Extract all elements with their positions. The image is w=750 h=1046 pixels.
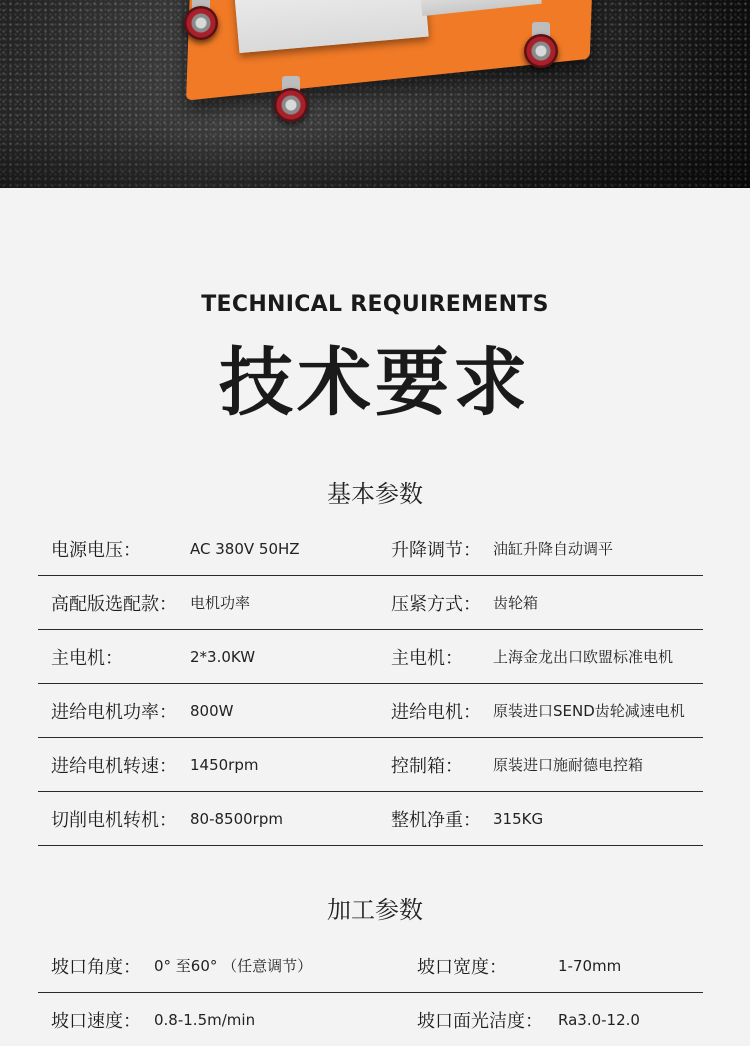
param-label: 控制箱： bbox=[391, 755, 463, 777]
param-value: 原装进口施耐德电控箱 bbox=[493, 756, 644, 774]
param-label: 进给电机功率： bbox=[51, 701, 177, 723]
param-value: 齿轮箱 bbox=[493, 594, 539, 612]
param-label: 切削电机转机： bbox=[51, 809, 177, 831]
param-value: 800W bbox=[190, 701, 234, 720]
param-value: 油缸升降自动调平 bbox=[493, 540, 614, 558]
table-row bbox=[38, 630, 703, 684]
english-title: TECHNICAL REQUIREMENTS bbox=[201, 292, 549, 317]
param-value: 80-8500rpm bbox=[190, 809, 283, 828]
caster-wheel-icon bbox=[182, 0, 220, 42]
param-value: 0° 至60° （任意调节） bbox=[154, 957, 313, 975]
param-label: 主电机： bbox=[51, 647, 123, 669]
param-value: AC 380V 50HZ bbox=[190, 539, 300, 558]
param-label: 进给电机： bbox=[391, 701, 481, 723]
caster-wheel-icon bbox=[522, 22, 560, 70]
caster-wheel-icon bbox=[272, 76, 310, 124]
param-value: Ra3.0-12.0 bbox=[558, 1010, 640, 1029]
basic-params-title: 基本参数 bbox=[327, 480, 423, 508]
product-photo bbox=[0, 0, 750, 188]
param-value: 上海金龙出口欧盟标准电机 bbox=[493, 648, 674, 666]
table-row bbox=[38, 684, 703, 738]
param-label: 坡口宽度： bbox=[417, 956, 507, 978]
param-label: 高配版选配款： bbox=[51, 593, 177, 615]
param-value: 2*3.0KW bbox=[190, 647, 256, 666]
param-label: 主电机： bbox=[391, 647, 463, 669]
param-label: 坡口速度： bbox=[51, 1010, 141, 1032]
basic-params-table bbox=[38, 522, 703, 846]
chinese-title: 技术要求 bbox=[219, 340, 531, 426]
param-value: 315KG bbox=[493, 809, 544, 828]
processing-params-title: 加工参数 bbox=[327, 896, 423, 924]
param-label: 升降调节： bbox=[391, 539, 481, 561]
param-value: 电机功率 bbox=[190, 594, 251, 612]
param-value: 0.8-1.5m/min bbox=[154, 1010, 256, 1029]
table-row bbox=[38, 522, 703, 576]
param-value: 1450rpm bbox=[190, 755, 259, 774]
param-value: 原装进口SEND齿轮减速电机 bbox=[493, 702, 685, 720]
param-label: 坡口角度： bbox=[51, 956, 141, 978]
param-label: 坡口面光洁度： bbox=[417, 1010, 543, 1032]
table-row bbox=[38, 939, 703, 993]
param-label: 压紧方式： bbox=[391, 593, 481, 615]
param-value: 1-70mm bbox=[558, 956, 622, 975]
param-label: 进给电机转速： bbox=[51, 755, 177, 777]
table-row bbox=[38, 576, 703, 630]
param-label: 电源电压： bbox=[51, 539, 141, 561]
table-row bbox=[38, 993, 703, 1046]
param-label: 整机净重： bbox=[391, 809, 481, 831]
table-row bbox=[38, 738, 703, 792]
table-row bbox=[38, 792, 703, 846]
processing-params-table bbox=[38, 939, 703, 1046]
